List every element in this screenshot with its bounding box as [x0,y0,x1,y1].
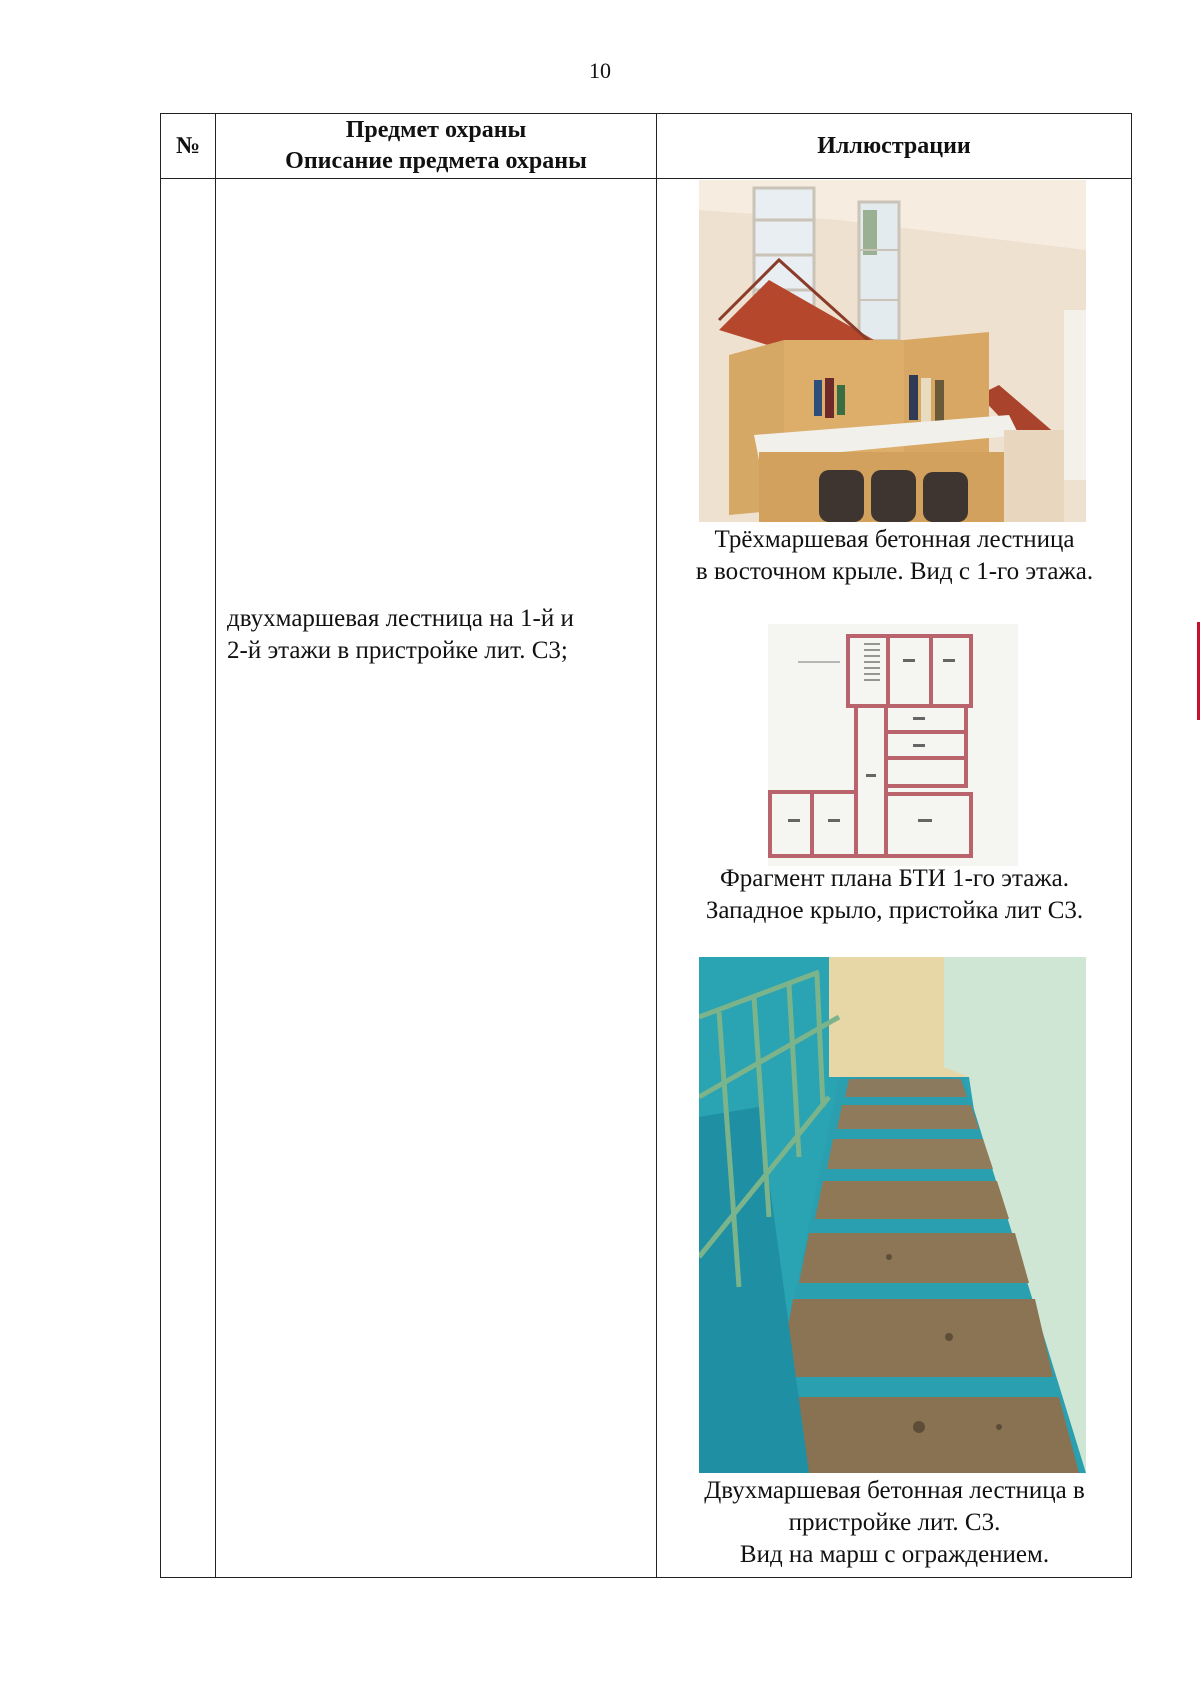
caption-line: Трёхмаршевая бетонная лестница [714,526,1075,553]
floor-plan-image [768,624,1018,866]
caption-line: Фрагмент плана БТИ 1-го этажа. [720,865,1069,892]
table-row [161,179,1132,1578]
row-description-cell [216,179,657,1578]
row-number-cell [161,179,216,1578]
row-description-line: двухмаршевая лестница на 1-й и [227,605,574,632]
row-description [227,603,646,667]
header-illustrations: Иллюстрации [657,114,1132,179]
protection-subject-table [160,113,1132,1578]
row-description-line: 2-й этажи в пристройке лит. С3; [227,637,568,664]
staircase-photo [699,180,1086,522]
header-subject [216,114,657,179]
row-illustrations-cell [657,179,1132,1578]
header-subject-title: Предмет охраны [345,117,527,143]
header-subject-description: Описание предмета охраны [285,148,587,174]
caption-line: Двухмаршевая бетонная лестница в [704,1477,1085,1504]
caption-line: Вид на марш с ограждением. [739,1541,1050,1568]
page-number: 10 [589,58,611,83]
illustration-caption [657,863,1132,927]
caption-line: Западное крыло, пристойка лит С3. [705,897,1084,924]
illustration-caption [657,524,1132,588]
header-number: № [161,114,216,179]
stair-flight-photo [699,957,1086,1473]
table-header-row [161,114,1132,179]
illustration-caption [657,1475,1132,1571]
caption-line: в восточном крыле. Вид с 1-го этажа. [695,558,1094,585]
caption-line: пристройке лит. С3. [788,1509,1001,1536]
